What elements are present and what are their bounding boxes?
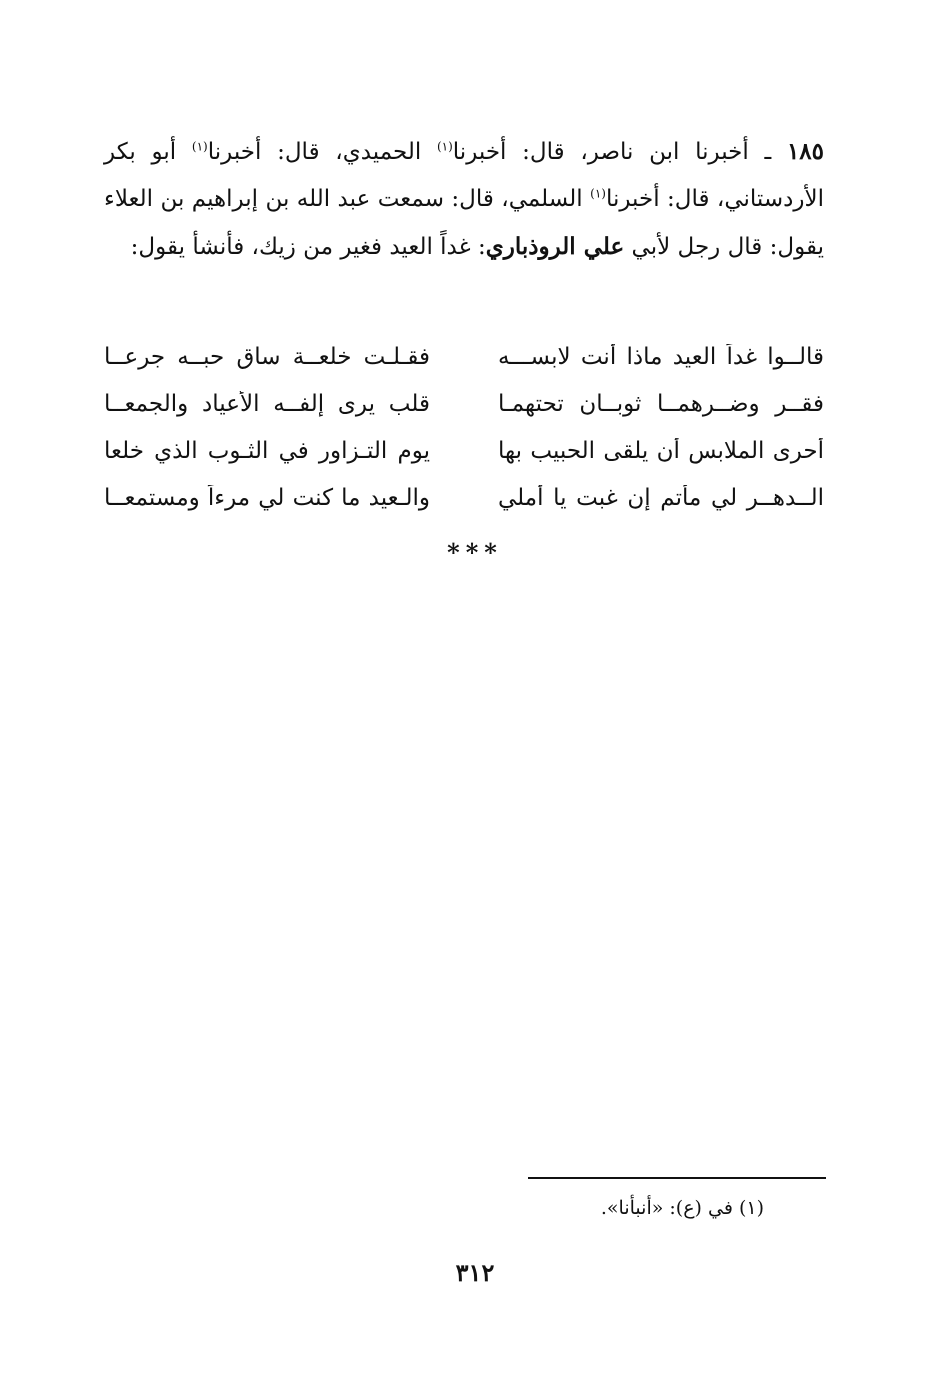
entry-text-3: أبو بكر الأردستاني، قال: أخبرنا: [104, 139, 824, 212]
entry-number: ١٨٥: [786, 138, 824, 165]
entry-paragraph: [104, 128, 824, 271]
poem-verse: [104, 380, 824, 427]
poem: [104, 333, 824, 521]
footnote-ref: (١): [191, 139, 208, 154]
verse-second-hemistich: فقـلـت خلعــة ساق حبــه جرعــا: [104, 343, 430, 370]
entry-text-5: : غداً العيد فغير من زيك، فأنشأ يقول:: [130, 234, 486, 260]
footnote: (١) في (ع): «أنبأنا».: [600, 1197, 764, 1219]
verse-second-hemistich: والـعيد ما كنت لي مرءاً ومستمعــا: [104, 484, 430, 511]
verse-first-hemistich: الــدهــر لي مأتم إن غبت يا أملي: [498, 484, 824, 511]
entry-text-1: ـ أخبرنا ابن ناصر، قال: أخبرنا: [452, 139, 772, 165]
poem-verse: [104, 333, 824, 380]
poem-verse: [104, 474, 824, 521]
verse-first-hemistich: فقــر وضــرهمــا ثوبــان تحتهمـا: [498, 390, 824, 417]
verse-first-hemistich: أحرى الملابس أن يلقى الحبيب بها: [498, 437, 824, 464]
footnote-ref: (١): [590, 186, 606, 201]
poem-verse: [104, 427, 824, 474]
entry-text-4: السلمي، قال: سمعت عبد الله بن إبراهيم بن العلاء يقول: قال رجل لأبي: [104, 186, 824, 260]
verse-first-hemistich: قالــوا غداً العيد ماذا أنت لابســـه: [498, 343, 824, 370]
footnote-ref: (١): [436, 139, 453, 154]
section-separator: ***: [447, 538, 503, 567]
verse-second-hemistich: قلب يرى إلفــه الأعياد والجمعــا: [104, 390, 430, 417]
verse-second-hemistich: يوم التـزاور في الثـوب الذي خلعا: [104, 437, 430, 464]
entry-text-2: الحميدي، قال: أخبرنا: [207, 139, 437, 165]
footnote-divider: [528, 1177, 826, 1179]
narrator-name: علي الروذباري: [485, 233, 625, 260]
page-number: ٣١٢: [455, 1258, 495, 1287]
